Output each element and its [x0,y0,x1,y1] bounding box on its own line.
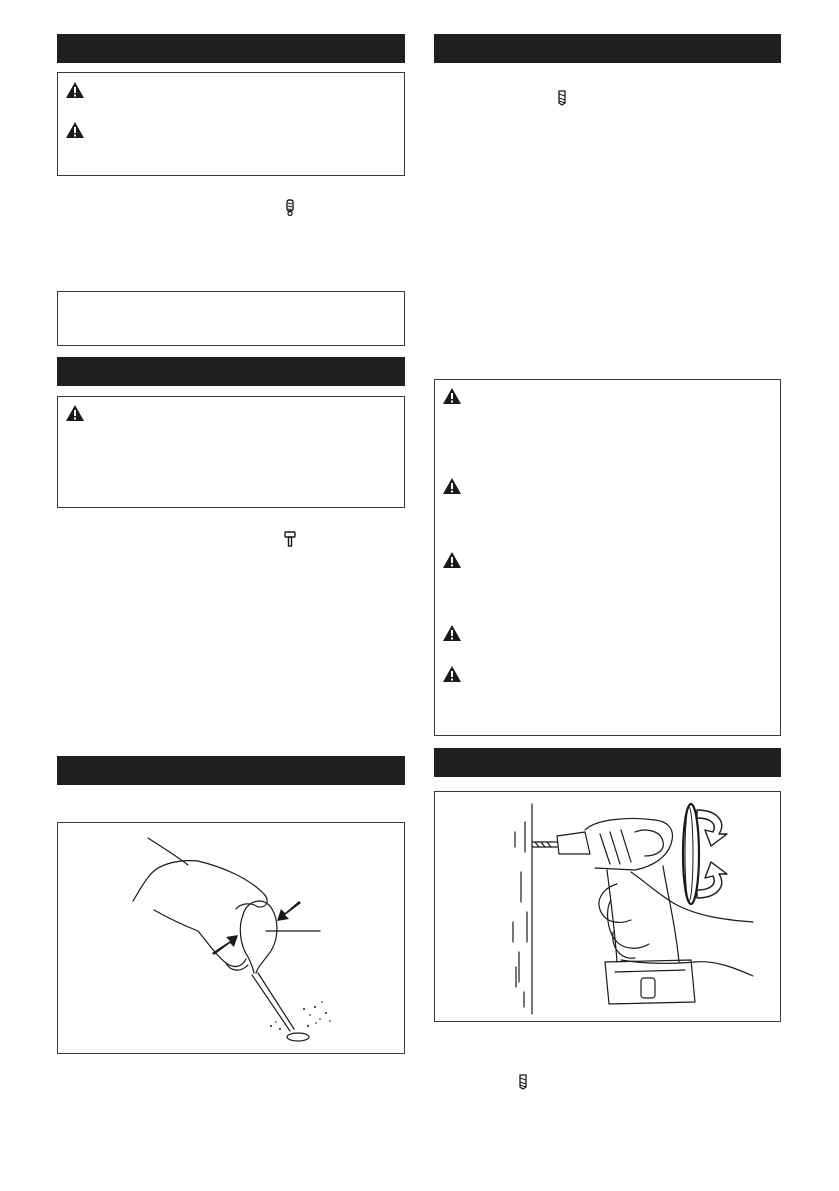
section-header-bar-left-3 [57,756,405,785]
warning-triangle-icon [442,387,462,405]
drill-bit-icon [557,89,567,106]
section-header-bar-left-2 [57,357,405,386]
section-header-bar-left-1 [57,34,405,63]
drill-rotation-illustration [435,792,780,1021]
note-box-1 [57,291,405,346]
section-header-bar-right-2 [434,748,781,777]
warning-triangle-icon [442,551,462,569]
warning-triangle-icon [442,477,462,495]
warning-box-2 [57,396,405,508]
warning-triangle-icon [442,624,462,642]
warning-box-1 [57,72,405,176]
warning-triangle-icon [442,665,462,683]
drill-bit-icon [518,1073,528,1090]
warning-box-3 [434,379,781,736]
warning-triangle-icon [65,404,85,422]
figure-blow-bulb [57,822,405,1054]
screw-icon [285,199,295,216]
hammer-icon [284,531,296,547]
figure-drill-rotation [434,791,781,1022]
warning-triangle-icon [65,121,85,139]
blow-bulb-illustration [58,823,404,1053]
section-header-bar-right-1 [434,34,781,63]
warning-triangle-icon [65,81,85,99]
